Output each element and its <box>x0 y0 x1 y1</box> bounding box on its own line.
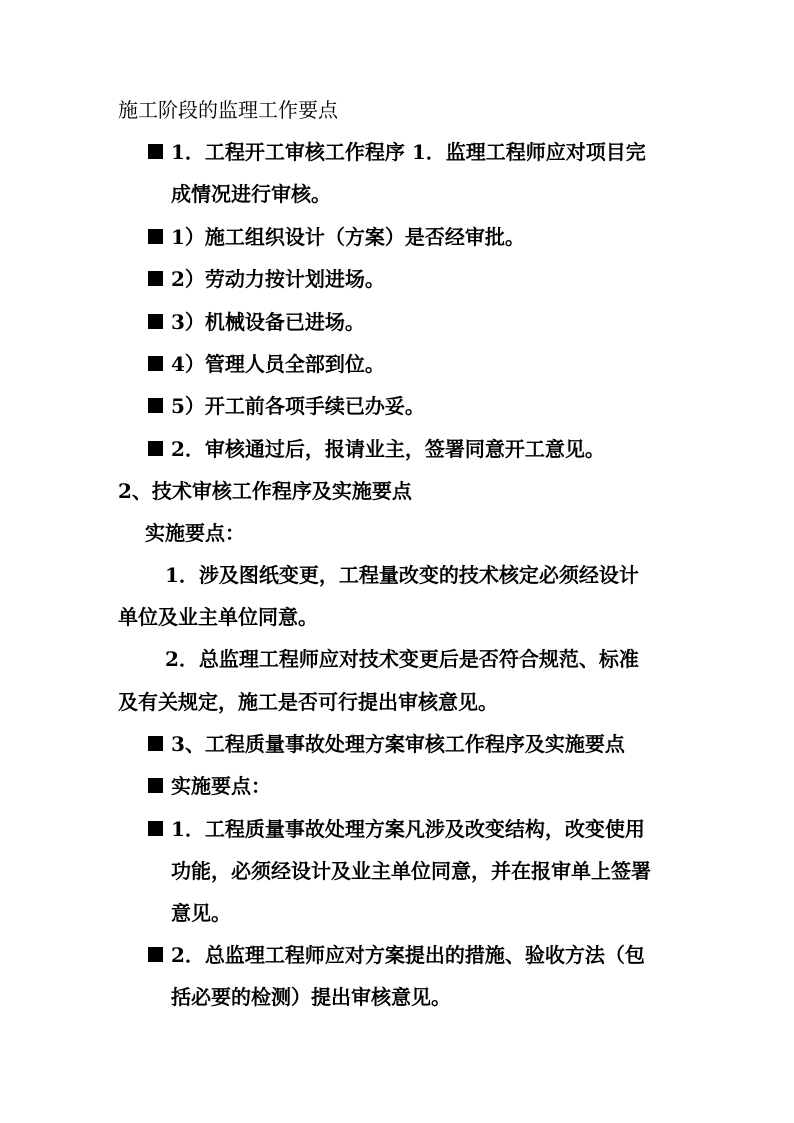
square-bullet-icon <box>148 144 163 159</box>
s3-points-label: 实施要点： <box>171 774 271 798</box>
square-bullet-icon <box>148 229 163 244</box>
s2-heading: 2、技术审核工作程序及实施要点 <box>118 479 412 503</box>
s2-p1-line1: 1．涉及图纸变更，工程量改变的技术核定必须经设计 <box>165 563 639 587</box>
square-bullet-icon <box>148 821 163 836</box>
s1-item4: 3）机械设备已进场。 <box>171 310 365 334</box>
s1-item1-line1: 1．工程开工审核工作程序 1．监理工程师应对项目完 <box>171 140 646 164</box>
s3-p1-line1: 1．工程质量事故处理方案凡涉及改变结构，改变使用 <box>171 817 645 841</box>
square-bullet-icon <box>148 271 163 286</box>
square-bullet-icon <box>148 947 163 962</box>
square-bullet-icon <box>148 736 163 751</box>
square-bullet-icon <box>148 398 163 413</box>
square-bullet-icon <box>148 356 163 371</box>
square-bullet-icon <box>148 441 163 456</box>
s1-item3: 2）劳动力按计划进场。 <box>171 267 385 291</box>
s3-p1-line3: 意见。 <box>171 901 231 925</box>
s1-item5: 4）管理人员全部到位。 <box>171 352 385 376</box>
s1-item2: 1）施工组织设计（方案）是否经审批。 <box>171 225 525 249</box>
s1-item7: 2．审核通过后，报请业主，签署同意开工意见。 <box>171 437 605 461</box>
s1-item6: 5）开工前各项手续已办妥。 <box>171 394 425 418</box>
s2-points-label: 实施要点： <box>145 521 245 545</box>
s3-heading: 3、工程质量事故处理方案审核工作程序及实施要点 <box>171 732 625 756</box>
s3-p2-line1: 2．总监理工程师应对方案提出的措施、验收方法（包 <box>171 943 645 967</box>
document-title: 施工阶段的监理工作要点 <box>118 98 338 122</box>
s2-p2-line2: 及有关规定，施工是否可行提出审核意见。 <box>118 690 498 714</box>
s1-item1-line2: 成情况进行审核。 <box>171 182 331 206</box>
s2-p2-line1: 2．总监理工程师应对技术变更后是否符合规范、标准 <box>165 647 639 671</box>
s2-p1-line2: 单位及业主单位同意。 <box>118 605 318 629</box>
square-bullet-icon <box>148 778 163 793</box>
s3-p2-line2: 括必要的检测）提出审核意见。 <box>171 985 451 1009</box>
square-bullet-icon <box>148 314 163 329</box>
s3-p1-line2: 功能，必须经设计及业主单位同意，并在报审单上签署 <box>171 859 651 883</box>
